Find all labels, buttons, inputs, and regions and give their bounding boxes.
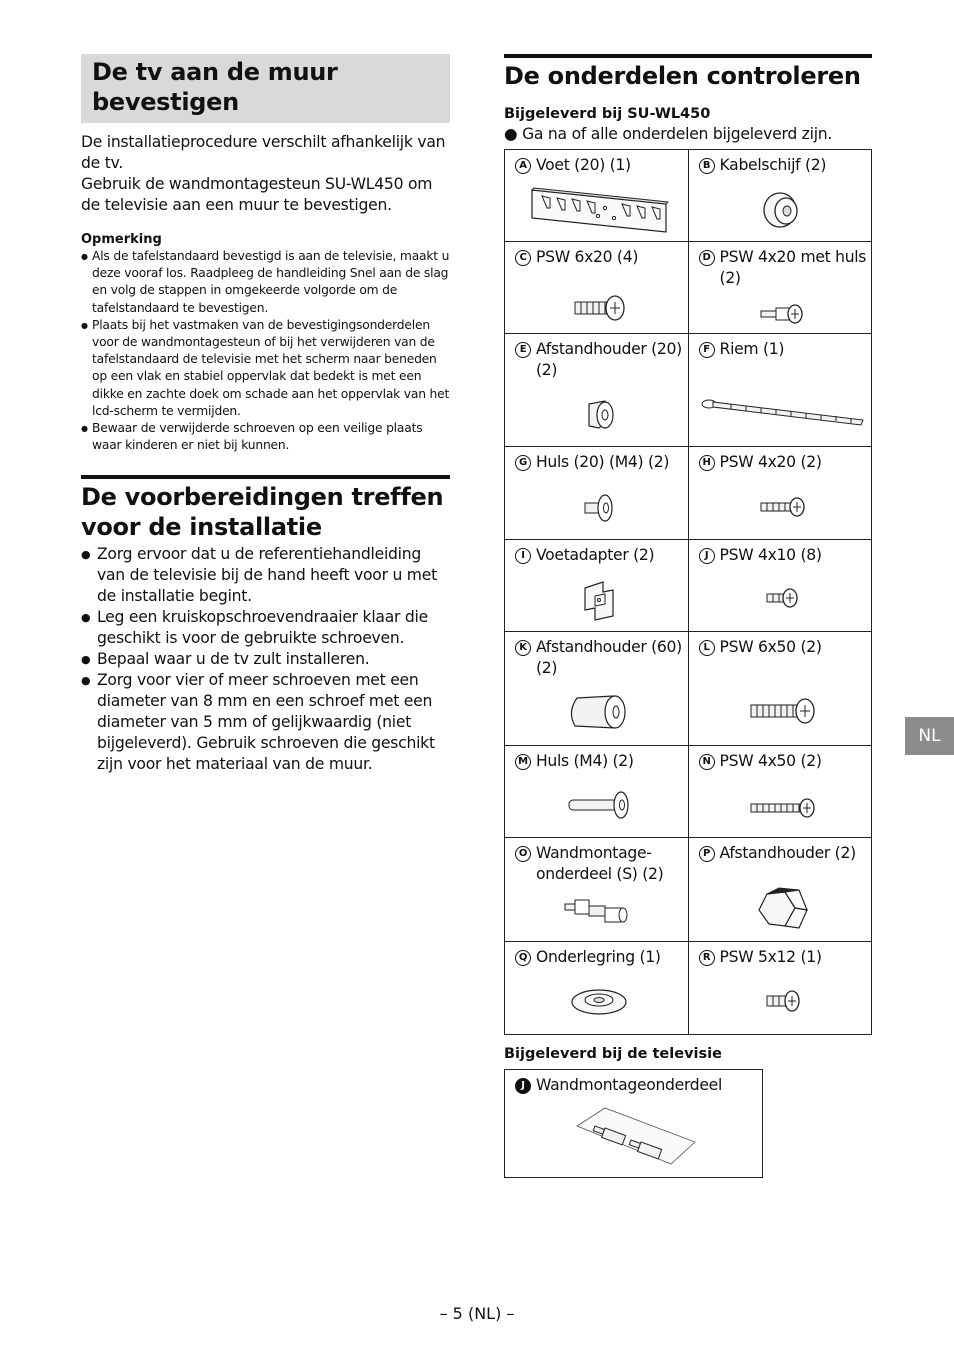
- prep-item: ● Leg een kruiskopschroevendraaier klaar die geschikt is voor de gebruikte schroeven.: [81, 607, 450, 649]
- part-cell-c: [505, 242, 689, 334]
- sleeve-icon: [565, 790, 635, 822]
- part-cell-r: [688, 942, 871, 1035]
- part-label: PSW 5x12 (1): [719, 948, 822, 966]
- screw-icon: [749, 796, 819, 820]
- prep-title: De voorbereidingen treffen voor de installatie: [81, 483, 444, 542]
- part-label: PSW 6x50 (2): [719, 638, 822, 656]
- screw-icon: [573, 294, 629, 324]
- block-icon: [755, 886, 811, 928]
- supplied-note: ● Ga na of alle onderdelen bijgeleverd zijn.: [504, 125, 833, 143]
- part-label: PSW 4x10 (8): [719, 546, 822, 564]
- part-cell-g: [505, 447, 689, 540]
- part-cell-b: [688, 150, 871, 242]
- part-cell-h: [688, 447, 871, 540]
- intro-line: Gebruik de wandmontagesteun SU-WL450 om de televisie aan een muur te bevestigen.: [81, 175, 433, 214]
- letter-badge: Q: [515, 950, 531, 966]
- part-label: Kabelschijf (2): [719, 156, 827, 174]
- note-item: ● Als de tafelstandaard bevestigd is aan de televisie, maakt u deze vooraf los. Raadpleeg de handleiding Snel aan de slag en volg de stappen in omgekeerde volgorde om de tafelstandaard te bevestigen.: [81, 248, 450, 317]
- mount-part-icon: [563, 898, 633, 930]
- part-label: Huls (M4) (2): [536, 752, 634, 770]
- part-cell-i: [505, 540, 689, 632]
- screw-icon: [765, 586, 805, 610]
- part-cell-p: [688, 838, 871, 942]
- part-label: Afstandhouder (20) (2): [536, 340, 682, 379]
- part-label: PSW 4x50 (2): [719, 752, 822, 770]
- part-cell-n: [688, 746, 871, 838]
- part-label: PSW 4x20 met huls (2): [719, 248, 867, 287]
- screw-icon: [749, 696, 819, 726]
- spacer-icon: [585, 398, 617, 432]
- part-cell-j: [688, 540, 871, 632]
- prep-item: ● Zorg ervoor dat u de referentiehandleiding van de televisie bij de hand heeft voor u met de installatie begint.: [81, 544, 450, 607]
- part-label: Onderlegring (1): [536, 948, 661, 966]
- part-cell-q: [505, 942, 689, 1035]
- page-number: – 5 (NL) –: [439, 1304, 515, 1323]
- prep-list: [81, 544, 450, 775]
- prep-item: ● Zorg voor vier of meer schroeven met een diameter van 8 mm en een schroef met een diameter van 5 mm of gelijkwaardig (niet bijgeleverd). Gebruik schroeven die geschikt zijn voor het materiaal van de muur.: [81, 670, 450, 775]
- part-cell-o: [505, 838, 689, 942]
- note-list: [81, 248, 450, 454]
- washer-icon: [569, 986, 629, 1018]
- part-cell-e: [505, 334, 689, 447]
- letter-badge: C: [515, 250, 531, 266]
- part-label: Voet (20) (1): [536, 156, 631, 174]
- right-column: [504, 54, 872, 1178]
- cable-disc-icon: [761, 190, 805, 232]
- screw-icon: [759, 495, 811, 519]
- letter-badge: L: [699, 640, 715, 656]
- note-item: ● Plaats bij het vastmaken van de bevestigingsonderdelen voor de wandmontagesteun of bij het verwijderen van de tafelstandaard de televisie met het scherm naar beneden op een vlak en stabiel oppervlak dat bedekt is met een dikke en zachte doek om schade aan het oppervlak van het lcd-scherm te vermijden.: [81, 317, 450, 420]
- letter-badge: E: [515, 342, 531, 358]
- supplied-title: Bijgeleverd bij SU-WL450: [504, 106, 711, 122]
- parts-title: De onderdelen controleren: [504, 62, 861, 90]
- note-title: Opmerking: [81, 232, 162, 247]
- part-label: Huls (20) (M4) (2): [536, 453, 670, 471]
- left-column: [81, 54, 450, 775]
- screw-icon: [759, 302, 811, 326]
- intro-line: De installatieprocedure verschilt afhankelijk van de tv.: [81, 133, 446, 172]
- part-cell-m: [505, 746, 689, 838]
- part-label: Afstandhouder (60) (2): [536, 638, 682, 677]
- intro-text: [81, 132, 450, 216]
- parts-table: [504, 149, 872, 1035]
- letter-badge: P: [699, 846, 715, 862]
- part-label: Wandmontage-onderdeel (S) (2): [536, 844, 664, 883]
- adapter-icon: [579, 578, 621, 622]
- part-cell-l: [688, 632, 871, 746]
- tv-part-box: [504, 1069, 763, 1178]
- part-label: PSW 4x20 (2): [719, 453, 822, 471]
- letter-badge: J: [699, 548, 715, 564]
- letter-badge: G: [515, 455, 531, 471]
- letter-badge: B: [699, 158, 715, 174]
- bracket-icon: [530, 186, 670, 234]
- part-label: Wandmontageonderdeel: [536, 1076, 723, 1094]
- parts-section: [504, 54, 872, 91]
- letter-badge: M: [515, 754, 531, 770]
- part-label: PSW 6x20 (4): [536, 248, 639, 266]
- letter-badge: A: [515, 158, 531, 174]
- letter-badge: N: [699, 754, 715, 770]
- letter-badge: I: [515, 548, 531, 564]
- prep-item: ● Bepaal waar u de tv zult installeren.: [81, 649, 450, 670]
- part-label: Afstandhouder (2): [719, 844, 856, 862]
- part-cell-f: [688, 334, 871, 447]
- tv-supplied-title: Bijgeleverd bij de televisie: [504, 1046, 722, 1062]
- section-heading-box: [81, 54, 450, 123]
- part-label: Riem (1): [719, 340, 785, 358]
- screw-icon: [765, 988, 807, 1014]
- mount-part-bag-icon: [575, 1106, 699, 1166]
- note-item: ● Bewaar de verwijderde schroeven op een veilige plaats waar kinderen er niet bij kunnen.: [81, 420, 450, 454]
- part-cell-a: [505, 150, 689, 242]
- letter-badge: F: [699, 342, 715, 358]
- part-cell-k: [505, 632, 689, 746]
- letter-badge: O: [515, 846, 531, 862]
- letter-badge: K: [515, 640, 531, 656]
- belt-icon: [701, 396, 867, 426]
- language-tab: NL: [905, 717, 954, 755]
- part-label: Voetadapter (2): [536, 546, 655, 564]
- letter-badge: D: [699, 250, 715, 266]
- spacer-icon: [565, 692, 631, 732]
- supplied-note-text: Ga na of alle onderdelen bijgeleverd zijn.: [522, 125, 833, 143]
- part-cell-d: [688, 242, 871, 334]
- letter-badge: J: [515, 1078, 531, 1094]
- prep-section: [81, 475, 450, 775]
- letter-badge: H: [699, 455, 715, 471]
- section-title: De tv aan de muur bevestigen: [92, 58, 338, 116]
- sleeve-icon: [581, 491, 619, 525]
- letter-badge: R: [699, 950, 715, 966]
